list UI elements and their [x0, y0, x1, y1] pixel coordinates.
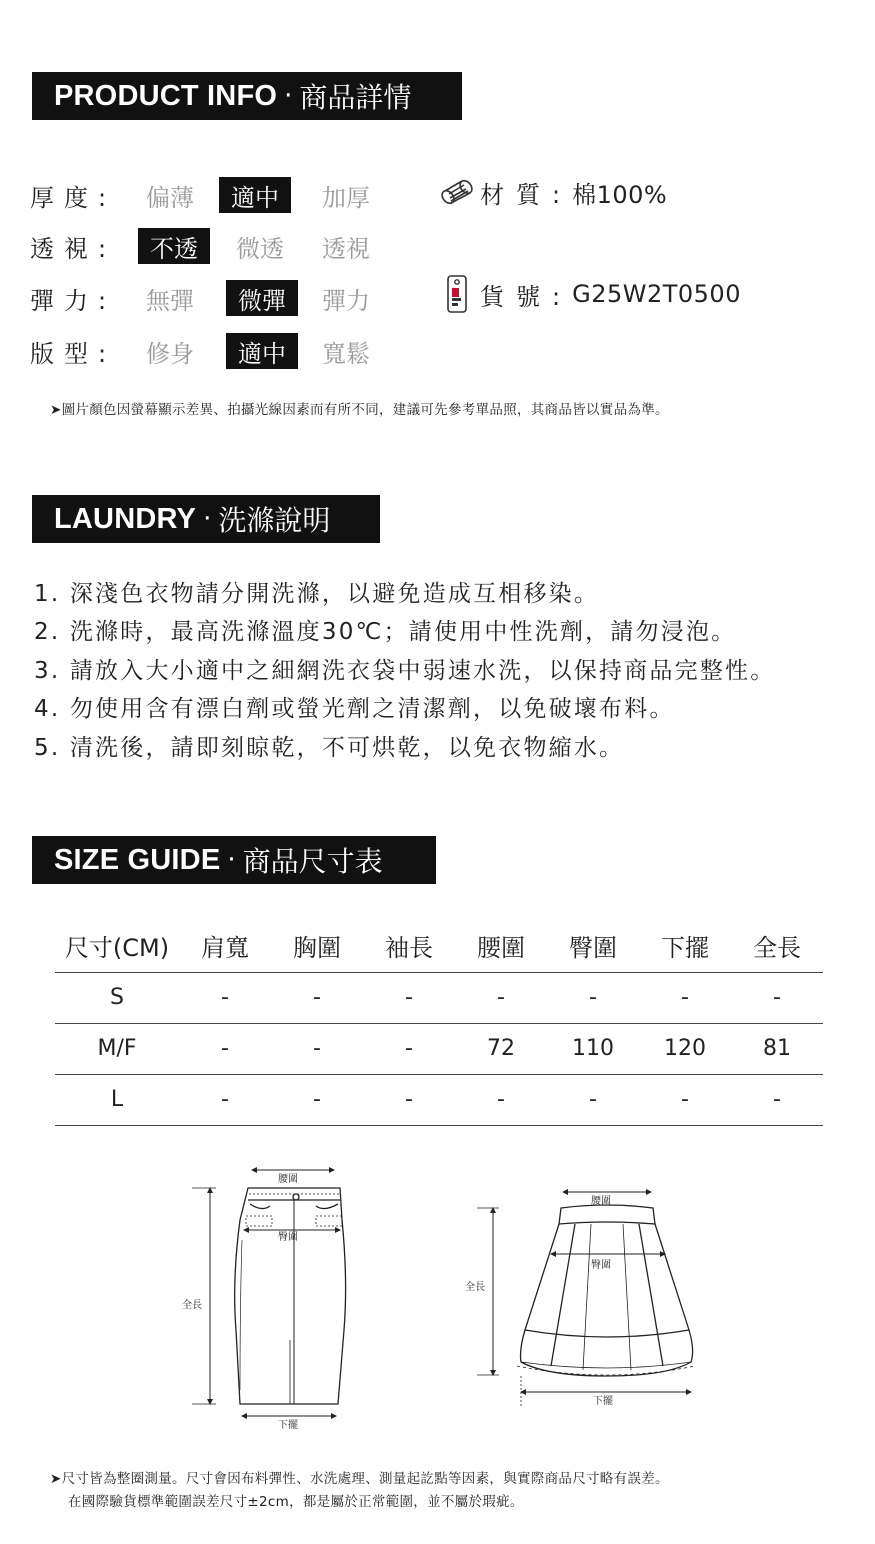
thread-icon	[440, 177, 474, 207]
hip-label: 臀圍	[278, 1232, 298, 1243]
size-disclaimer-line1: ➤尺寸皆為整圈測量。尺寸會因布料彈性、水洗處理、測量起訖點等因素，與實際商品尺寸略有誤差。	[50, 1471, 669, 1487]
table-header-row	[55, 920, 823, 972]
attr-option: 適中	[219, 177, 291, 213]
material-row	[440, 174, 667, 210]
table-cell: -	[639, 1074, 731, 1125]
table-cell: S	[55, 972, 179, 1023]
attr-label: 版型:	[30, 339, 117, 368]
list-item: 3. 請放入大小適中之細網洗衣袋中弱速水洗，以保持商品完整性。	[34, 657, 776, 684]
attr-row-sheerness	[30, 228, 370, 264]
attr-row-stretch	[30, 280, 370, 316]
tag-icon	[440, 274, 474, 314]
laundry-title-zh: 洗滌說明	[218, 504, 331, 537]
list-item: 4. 勿使用含有漂白劑或螢光劑之清潔劑，以免破壞布料。	[34, 696, 675, 723]
a-line-skirt-diagram	[455, 1180, 715, 1425]
column-header: 全長	[731, 920, 823, 972]
table-cell: -	[271, 972, 363, 1023]
length-label: 全長	[182, 1300, 202, 1311]
table-cell: -	[639, 972, 731, 1023]
table-cell: -	[179, 972, 271, 1023]
product-info-header	[32, 72, 462, 120]
straight-skirt-diagram	[170, 1160, 370, 1435]
size-disclaimer-line2: 在國際驗貨標準範圍誤差尺寸±2cm，都是屬於正常範圍，並不屬於瑕疵。	[68, 1494, 524, 1510]
size-guide-title-zh: 商品尺寸表	[242, 845, 383, 878]
table-cell: 110	[547, 1023, 639, 1074]
table-cell: -	[179, 1023, 271, 1074]
attr-option: 透視	[322, 234, 370, 263]
attr-option: 偏薄	[146, 183, 194, 212]
attr-label: 透視:	[30, 234, 117, 263]
table-cell: 81	[731, 1023, 823, 1074]
attr-option: 微透	[236, 234, 284, 263]
table-cell: -	[731, 972, 823, 1023]
table-cell: -	[271, 1074, 363, 1125]
column-header: 袖長	[363, 920, 455, 972]
table-cell: 120	[639, 1023, 731, 1074]
column-header: 胸圍	[271, 920, 363, 972]
table-cell: -	[455, 1074, 547, 1125]
length-label: 全長	[465, 1282, 485, 1293]
column-header: 臀圍	[547, 920, 639, 972]
table-row	[55, 972, 823, 1023]
sku-value: G25W2T0500	[572, 280, 741, 308]
column-header: 尺寸(CM)	[55, 920, 179, 972]
color-disclaimer: ➤圖片顏色因螢幕顯示差異、拍攝光線因素而有所不同，建議可先參考單品照，其商品皆以實品為準。	[50, 402, 669, 418]
attr-label: 彈力:	[30, 286, 117, 315]
table-cell: 72	[455, 1023, 547, 1074]
attr-option: 修身	[146, 339, 194, 368]
table-cell: -	[363, 1023, 455, 1074]
header-separator: ·	[203, 504, 212, 534]
sku-row	[440, 276, 741, 312]
size-guide-header	[32, 836, 436, 884]
attr-option: 無彈	[146, 286, 194, 315]
column-header: 下擺	[639, 920, 731, 972]
hem-label: 下擺	[593, 1396, 613, 1407]
table-row	[55, 1023, 823, 1074]
table-cell: -	[271, 1023, 363, 1074]
table-cell: -	[363, 1074, 455, 1125]
attr-option: 適中	[226, 333, 298, 369]
size-guide-title-en: SIZE GUIDE	[54, 843, 221, 876]
hem-label: 下擺	[278, 1420, 298, 1431]
product-info-title-en: PRODUCT INFO	[54, 79, 278, 112]
laundry-header	[32, 495, 380, 543]
table-cell: M/F	[55, 1023, 179, 1074]
attr-label: 厚度:	[30, 183, 117, 212]
attr-option: 彈力	[322, 286, 370, 315]
attr-row-thickness	[30, 177, 370, 213]
attr-option: 加厚	[322, 183, 370, 212]
waist-label: 腰圍	[591, 1196, 611, 1207]
attr-option: 微彈	[226, 280, 298, 316]
product-info-title-zh: 商品詳情	[299, 81, 412, 114]
list-item: 5. 清洗後，請即刻晾乾，不可烘乾，以免衣物縮水。	[34, 734, 625, 761]
table-cell: -	[363, 972, 455, 1023]
waist-label: 腰圍	[278, 1174, 298, 1185]
laundry-title-en: LAUNDRY	[54, 502, 197, 535]
header-separator: ·	[227, 845, 236, 875]
column-header: 肩寬	[179, 920, 271, 972]
laundry-instructions	[34, 572, 775, 765]
table-cell: -	[455, 972, 547, 1023]
material-value: 棉100%	[572, 180, 668, 209]
table-cell: L	[55, 1074, 179, 1125]
table-cell: -	[731, 1074, 823, 1125]
attr-row-fit	[30, 333, 370, 369]
attr-option: 寬鬆	[322, 339, 370, 368]
sku-label: 貨號:	[480, 282, 573, 311]
attr-option: 不透	[138, 228, 210, 264]
column-header: 腰圍	[455, 920, 547, 972]
table-cell: -	[179, 1074, 271, 1125]
list-item: 1. 深淺色衣物請分開洗滌，以避免造成互相移染。	[34, 580, 600, 607]
header-separator: ·	[284, 81, 293, 111]
table-row	[55, 1074, 823, 1125]
list-item: 2. 洗滌時，最高洗滌溫度30℃；請使用中性洗劑，請勿浸泡。	[34, 619, 737, 646]
size-table	[55, 920, 823, 1126]
table-cell: -	[547, 1074, 639, 1125]
material-label: 材質:	[480, 180, 573, 209]
hip-label: 臀圍	[591, 1260, 611, 1271]
table-cell: -	[547, 972, 639, 1023]
